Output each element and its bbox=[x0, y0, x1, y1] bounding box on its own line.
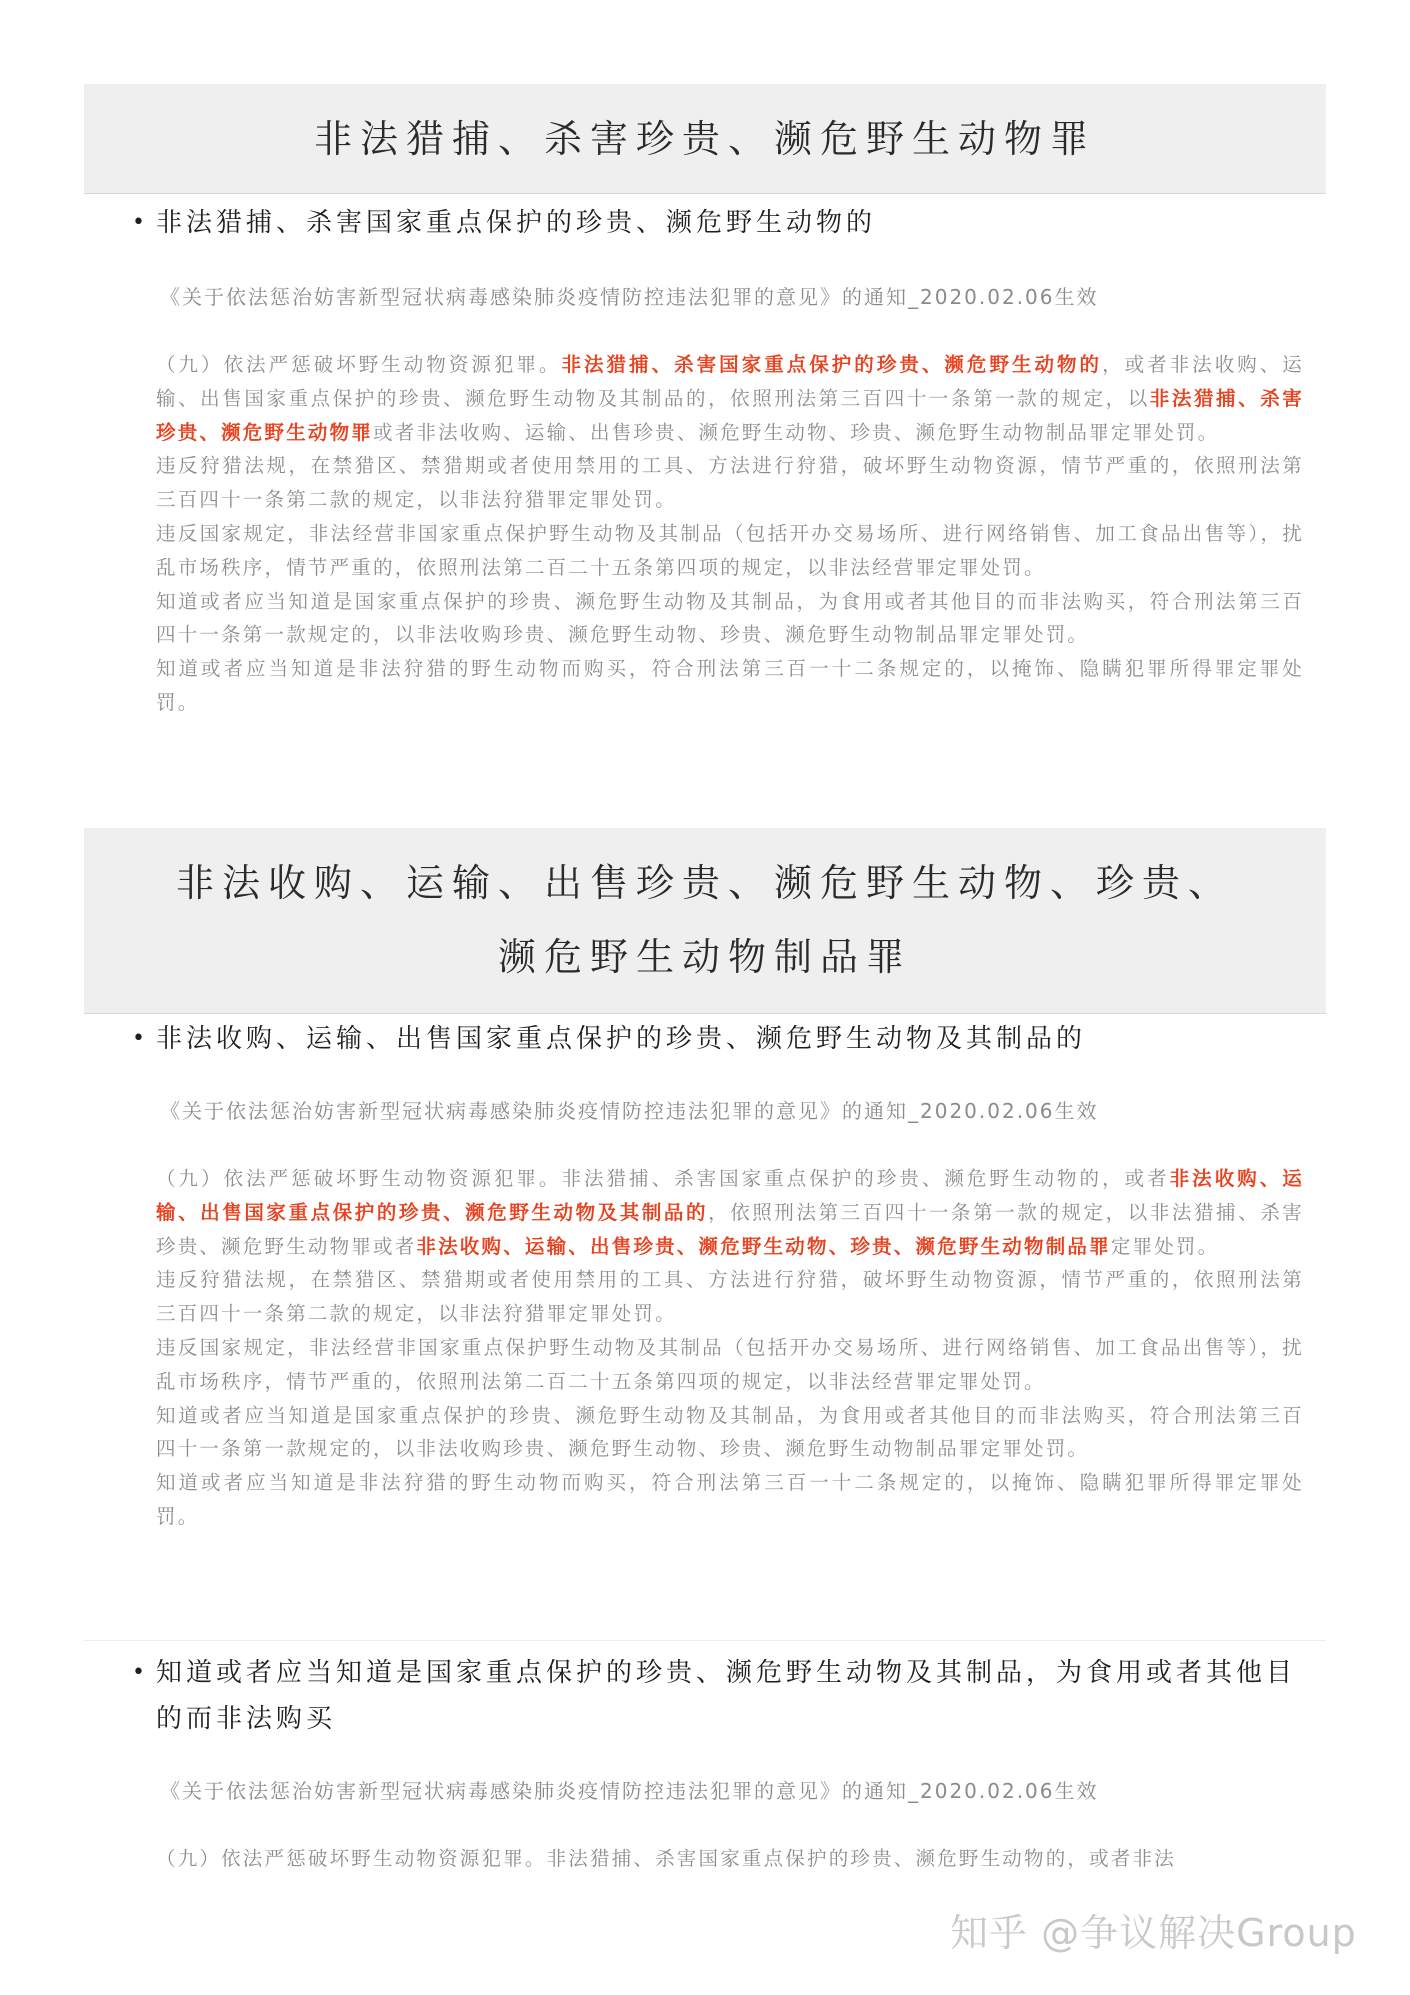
paragraph: 知道或者应当知道是非法狩猎的野生动物而购买，符合刑法第三百一十二条规定的，以掩饰、隐瞒犯罪所得罪定罪处罚。 bbox=[156, 1471, 1304, 1528]
paragraph: 知道或者应当知道是国家重点保护的珍贵、濒危野生动物及其制品，为食用或者其他目的而非法购买，符合刑法第三百四十一条第一款规定的，以非法收购珍贵、濒危野生动物、珍贵、濒危野生动物制品罪定罪处罚。 bbox=[156, 1403, 1304, 1461]
section-1-title: 非法猎捕、杀害珍贵、濒危野生动物罪 bbox=[84, 84, 1326, 194]
highlight-text: 非法猎捕、杀害珍贵、濒危野生动物罪 bbox=[156, 386, 1304, 444]
paragraph: （九）依法严惩破坏野生动物资源犯罪。非法猎捕、杀害国家重点保护的珍贵、濒危野生动物的，或者非法收购、运输、出售国家重点保护的珍贵、濒危野生动物及其制品的，依照刑法第三百四十一条第一款的规定，以非法猎捕、杀害珍贵、濒危野生动物罪或者非法收购、运输、出售珍贵、濒危野生动物、珍贵、濒危野生动物制品罪定罪处罚。 bbox=[156, 353, 1304, 444]
bullet-text: 非法猎捕、杀害国家重点保护的珍贵、濒危野生动物的 bbox=[156, 208, 877, 238]
paragraph: 违反国家规定，非法经营非国家重点保护野生动物及其制品（包括开办交易场所、进行网络销售、加工食品出售等），扰乱市场秩序，情节严重的，依照刑法第二百二十五条第四项的规定，以非法经营罪定罪处罚。 bbox=[156, 1335, 1304, 1393]
section-2-title-line-1: 非法收购、运输、出售珍贵、濒危野生动物、珍贵、 bbox=[175, 861, 1234, 905]
section-3-bullet bbox=[132, 1650, 1312, 1742]
section-2-title bbox=[84, 828, 1326, 1014]
zhihu-watermark: 知乎 @争议解决Group bbox=[950, 1911, 1357, 1955]
section-1-body bbox=[156, 348, 1304, 720]
paragraph: 知道或者应当知道是国家重点保护的珍贵、濒危野生动物及其制品，为食用或者其他目的而非法购买，符合刑法第三百四十一条第一款规定的，以非法收购珍贵、濒危野生动物、珍贵、濒危野生动物制品罪定罪处罚。 bbox=[156, 589, 1304, 647]
bullet-dot-icon: • bbox=[132, 1660, 149, 1685]
section-2-title-line-2: 濒危野生动物制品罪 bbox=[497, 935, 912, 979]
highlight-text: 非法收购、运输、出售国家重点保护的珍贵、濒危野生动物及其制品的 bbox=[156, 1167, 1304, 1224]
section-2-body bbox=[156, 1162, 1304, 1534]
bullet-text: 非法收购、运输、出售国家重点保护的珍贵、濒危野生动物及其制品的 bbox=[156, 1024, 1087, 1054]
paragraph: 知道或者应当知道是非法狩猎的野生动物而购买，符合刑法第三百一十二条规定的，以掩饰、隐瞒犯罪所得罪定罪处罚。 bbox=[156, 657, 1304, 714]
highlight-text: 非法收购、运输、出售珍贵、濒危野生动物、珍贵、濒危野生动物制品罪 bbox=[416, 1234, 1111, 1258]
bullet-dot-icon: • bbox=[132, 1026, 149, 1051]
paragraph: （九）依法严惩破坏野生动物资源犯罪。非法猎捕、杀害国家重点保护的珍贵、濒危野生动物的，或者非法收购、运输、出售国家重点保护的珍贵、濒危野生动物及其制品的，依照刑法第三百四十一条第一款的规定，以非法猎捕、杀害珍贵、濒危野生动物罪或者非法收购、运输、出售珍贵、濒危野生动物、珍贵、濒危野生动物制品罪定罪处罚。 bbox=[156, 1167, 1304, 1258]
section-1-bullet bbox=[132, 200, 1312, 246]
bullet-dot-icon: • bbox=[132, 210, 149, 235]
section-3-source: 《关于依法惩治妨害新型冠状病毒感染肺炎疫情防控违法犯罪的意见》的通知_2020.02.06生效 bbox=[160, 1779, 1099, 1803]
paragraph: 违反国家规定，非法经营非国家重点保护野生动物及其制品（包括开办交易场所、进行网络销售、加工食品出售等），扰乱市场秩序，情节严重的，依照刑法第二百二十五条第四项的规定，以非法经营罪定罪处罚。 bbox=[156, 521, 1304, 579]
highlight-text: 非法猎捕、杀害国家重点保护的珍贵、濒危野生动物的 bbox=[561, 353, 1103, 376]
section-divider bbox=[84, 1640, 1326, 1641]
section-3-body bbox=[156, 1842, 1304, 1876]
paragraph: 违反狩猎法规，在禁猎区、禁猎期或者使用禁用的工具、方法进行狩猎，破坏野生动物资源，情节严重的，依照刑法第三百四十一条第二款的规定，以非法狩猎罪定罪处罚。 bbox=[156, 1268, 1304, 1326]
section-1-source: 《关于依法惩治妨害新型冠状病毒感染肺炎疫情防控违法犯罪的意见》的通知_2020.02.06生效 bbox=[160, 285, 1099, 309]
paragraph: 违反狩猎法规，在禁猎区、禁猎期或者使用禁用的工具、方法进行狩猎，破坏野生动物资源，情节严重的，依照刑法第三百四十一条第二款的规定，以非法狩猎罪定罪处罚。 bbox=[156, 454, 1304, 512]
section-2-bullet bbox=[132, 1016, 1312, 1062]
bullet-text: 知道或者应当知道是国家重点保护的珍贵、濒危野生动物及其制品，为食用或者其他目的而非法购买 bbox=[156, 1658, 1297, 1734]
section-2-source: 《关于依法惩治妨害新型冠状病毒感染肺炎疫情防控违法犯罪的意见》的通知_2020.02.06生效 bbox=[160, 1099, 1099, 1123]
paragraph: （九）依法严惩破坏野生动物资源犯罪。非法猎捕、杀害国家重点保护的珍贵、濒危野生动物的，或者非法 bbox=[156, 1847, 1176, 1870]
